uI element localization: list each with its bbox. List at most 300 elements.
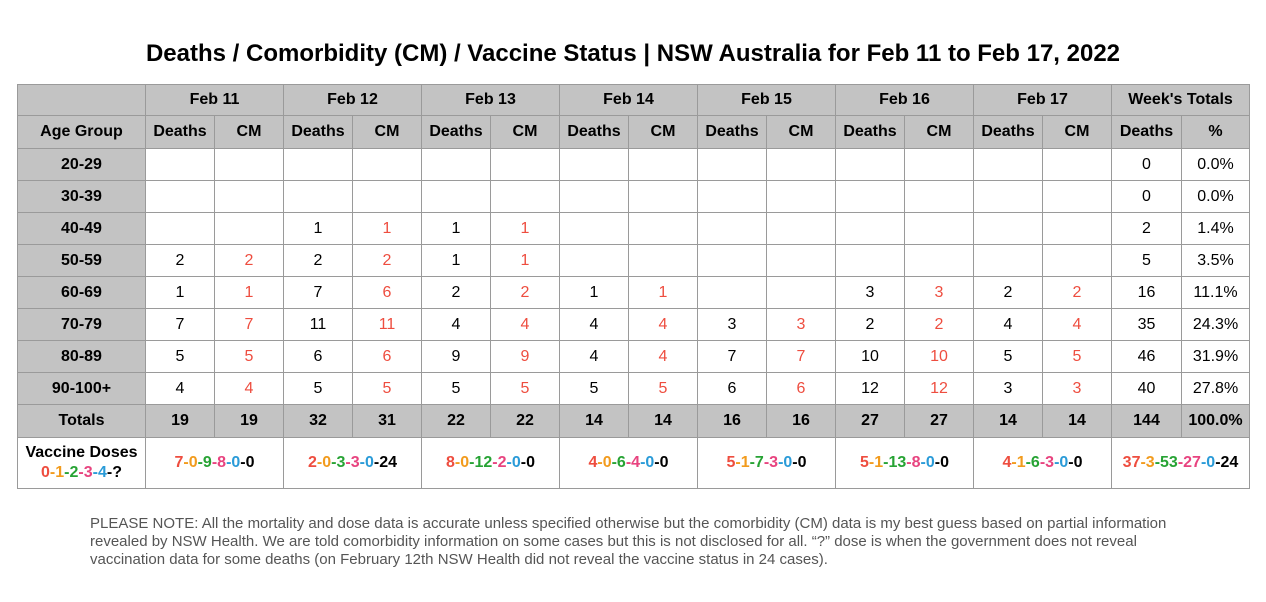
totals-row <box>18 405 1250 438</box>
total-cm-cell: 22 <box>491 405 560 438</box>
dose-count: 0 <box>511 454 521 471</box>
dose-separator: - <box>520 454 527 471</box>
week-pct-cell: 0.0% <box>1182 149 1250 181</box>
table-row <box>18 277 1250 309</box>
table-body <box>18 85 1250 489</box>
dose-count: 0 <box>602 454 612 471</box>
dose-count: 3 <box>1145 454 1155 471</box>
age-group-cell: 50-59 <box>18 245 146 277</box>
deaths-cell: 2 <box>422 277 491 309</box>
dose-count: 0 <box>188 454 198 471</box>
cm-cell: 5 <box>1043 341 1112 373</box>
cm-cell <box>491 181 560 213</box>
week-pct-cell: 3.5% <box>1182 245 1250 277</box>
dose-separator: - <box>64 464 70 481</box>
cm-cell: 9 <box>491 341 560 373</box>
deaths-cell: 1 <box>146 277 215 309</box>
cm-cell: 2 <box>1043 277 1112 309</box>
table-row <box>18 373 1250 405</box>
deaths-cell <box>146 213 215 245</box>
dose-count: 6 <box>616 454 626 471</box>
deaths-header: Deaths <box>284 116 353 149</box>
dose-separator: - <box>1039 454 1046 471</box>
deaths-table <box>17 84 1250 489</box>
total-deaths-cell: 27 <box>836 405 905 438</box>
dose-separator: - <box>240 454 246 471</box>
dose-separator: - <box>763 454 770 471</box>
deaths-cell: 1 <box>422 245 491 277</box>
deaths-cell <box>422 181 491 213</box>
dose-separator: - <box>197 454 203 471</box>
total-cm-cell: 16 <box>767 405 836 438</box>
deaths-cell: 7 <box>284 277 353 309</box>
week-total-deaths-cell: 144 <box>1112 405 1182 438</box>
dose-count: 4 <box>97 464 107 481</box>
dose-separator: - <box>49 464 56 481</box>
pct-header: % <box>1182 116 1250 149</box>
dose-separator: - <box>1154 454 1161 471</box>
week-deaths-cell: 2 <box>1112 213 1182 245</box>
dose-count: 1 <box>1016 454 1026 471</box>
dose-separator: - <box>1200 454 1207 471</box>
dose-legend <box>18 463 145 483</box>
table-row <box>18 341 1250 373</box>
age-group-header: Age Group <box>18 116 146 149</box>
cm-cell: 3 <box>767 309 836 341</box>
table-row <box>18 213 1250 245</box>
dose-count: 1 <box>874 454 884 471</box>
cm-cell <box>215 213 284 245</box>
dose-count: 24 <box>379 454 397 471</box>
cm-cell <box>767 245 836 277</box>
deaths-cell: 10 <box>836 341 905 373</box>
deaths-cell: 4 <box>974 309 1043 341</box>
deaths-cell: 5 <box>560 373 629 405</box>
deaths-cell: 5 <box>422 373 491 405</box>
cm-cell <box>353 149 422 181</box>
deaths-cell <box>560 213 629 245</box>
cm-cell <box>905 213 974 245</box>
dose-separator: - <box>373 454 380 471</box>
dose-separator: - <box>359 454 365 471</box>
table-row <box>18 245 1250 277</box>
deaths-header: Deaths <box>146 116 215 149</box>
total-deaths-cell: 22 <box>422 405 491 438</box>
cm-cell <box>905 181 974 213</box>
cm-cell <box>1043 149 1112 181</box>
dose-count: 2 <box>69 464 79 481</box>
dose-count: 12 <box>474 454 493 471</box>
cm-cell <box>629 213 698 245</box>
total-deaths-cell: 19 <box>146 405 215 438</box>
cm-cell <box>215 181 284 213</box>
week-deaths-cell: 0 <box>1112 149 1182 181</box>
deaths-cell <box>836 149 905 181</box>
deaths-cell <box>284 149 353 181</box>
dose-separator: - <box>597 454 603 471</box>
dose-separator: - <box>920 454 926 471</box>
dose-count: ? <box>112 464 122 481</box>
deaths-cell <box>974 181 1043 213</box>
cm-cell: 3 <box>1043 373 1112 405</box>
dose-separator: - <box>792 454 798 471</box>
week-deaths-cell: 40 <box>1112 373 1182 405</box>
dose-count: 0 <box>322 454 332 471</box>
dose-separator: - <box>331 454 337 471</box>
dose-count: 0 <box>645 454 655 471</box>
dose-count: 2 <box>308 454 317 471</box>
dose-separator: - <box>868 454 875 471</box>
cm-cell: 6 <box>353 277 422 309</box>
dose-separator: - <box>749 454 755 471</box>
cm-cell: 6 <box>767 373 836 405</box>
vaccine-doses-label <box>18 438 146 489</box>
week-pct-cell: 27.8% <box>1182 373 1250 405</box>
cm-cell: 1 <box>491 213 560 245</box>
deaths-header: Deaths <box>422 116 491 149</box>
dose-count: 5 <box>860 454 869 471</box>
cm-cell: 5 <box>491 373 560 405</box>
cm-cell: 5 <box>215 341 284 373</box>
deaths-cell: 9 <box>422 341 491 373</box>
deaths-cell <box>146 149 215 181</box>
corner-cell <box>18 85 146 116</box>
cm-cell <box>1043 213 1112 245</box>
cm-cell: 5 <box>629 373 698 405</box>
cm-cell: 7 <box>767 341 836 373</box>
dose-count: 0 <box>940 454 949 471</box>
dose-sequence-cell <box>146 438 284 489</box>
deaths-cell: 3 <box>836 277 905 309</box>
dose-separator: - <box>492 454 498 471</box>
dose-count: 3 <box>350 454 360 471</box>
dose-separator: - <box>78 464 84 481</box>
age-group-cell: 60-69 <box>18 277 146 309</box>
total-cm-cell: 31 <box>353 405 422 438</box>
totals-label: Totals <box>18 405 146 438</box>
deaths-cell: 7 <box>698 341 767 373</box>
dose-separator: - <box>625 454 632 471</box>
deaths-cell <box>698 149 767 181</box>
deaths-cell <box>836 181 905 213</box>
cm-cell <box>767 277 836 309</box>
week-deaths-cell: 35 <box>1112 309 1182 341</box>
deaths-cell <box>560 181 629 213</box>
deaths-cell: 6 <box>284 341 353 373</box>
dose-separator: - <box>1011 454 1017 471</box>
dose-sequence-cell <box>560 438 698 489</box>
cm-cell <box>1043 245 1112 277</box>
total-cm-cell: 14 <box>629 405 698 438</box>
cm-cell <box>629 149 698 181</box>
deaths-cell: 4 <box>560 341 629 373</box>
cm-cell: 2 <box>905 309 974 341</box>
week-pct-cell: 1.4% <box>1182 213 1250 245</box>
deaths-cell: 12 <box>836 373 905 405</box>
dose-separator: - <box>1177 454 1184 471</box>
age-group-cell: 80-89 <box>18 341 146 373</box>
cm-cell <box>215 149 284 181</box>
deaths-cell <box>698 213 767 245</box>
deaths-cell <box>146 181 215 213</box>
age-group-cell: 20-29 <box>18 149 146 181</box>
dose-count: 0 <box>1059 454 1069 471</box>
dose-count: 7 <box>754 454 764 471</box>
deaths-header: Deaths <box>560 116 629 149</box>
deaths-cell: 3 <box>698 309 767 341</box>
week-pct-cell: 24.3% <box>1182 309 1250 341</box>
deaths-cell: 3 <box>974 373 1043 405</box>
dose-count: 3 <box>83 464 93 481</box>
total-cm-cell: 27 <box>905 405 974 438</box>
age-group-cell: 70-79 <box>18 309 146 341</box>
week-dose-sequence-cell <box>1112 438 1250 489</box>
deaths-cell <box>974 245 1043 277</box>
deaths-cell <box>836 245 905 277</box>
dose-count: 3 <box>1045 454 1055 471</box>
dose-count: 27 <box>1183 454 1201 471</box>
deaths-cell <box>698 181 767 213</box>
dose-count: 24 <box>1220 454 1239 471</box>
dose-sequence-cell <box>836 438 974 489</box>
cm-header: CM <box>629 116 698 149</box>
deaths-cell <box>422 149 491 181</box>
header-row-sub <box>18 116 1250 149</box>
dose-count: 3 <box>769 454 779 471</box>
dose-count: 2 <box>497 454 507 471</box>
dose-count: 53 <box>1160 454 1178 471</box>
cm-cell: 1 <box>491 245 560 277</box>
cm-cell <box>629 245 698 277</box>
age-group-cell: 40-49 <box>18 213 146 245</box>
dose-sequence-cell <box>422 438 560 489</box>
chart-title: Deaths / Comorbidity (CM) / Vaccine Status | NSW Australia for Feb 11 to Feb 17, 2022 <box>145 40 1121 67</box>
cm-cell: 5 <box>353 373 422 405</box>
deaths-cell: 1 <box>560 277 629 309</box>
dose-separator: - <box>1025 454 1031 471</box>
dose-sequence-cell <box>698 438 836 489</box>
dose-count: 37 <box>1122 454 1141 471</box>
total-cm-cell: 14 <box>1043 405 1112 438</box>
week-total-pct-cell: 100.0% <box>1182 405 1250 438</box>
dose-count: 0 <box>245 454 255 471</box>
dose-separator: - <box>1140 454 1146 471</box>
total-deaths-cell: 32 <box>284 405 353 438</box>
deaths-cell: 4 <box>146 373 215 405</box>
dose-count: 4 <box>1002 454 1012 471</box>
deaths-cell: 5 <box>146 341 215 373</box>
dose-separator: - <box>345 454 351 471</box>
dose-count: 8 <box>446 454 455 471</box>
week-pct-cell: 31.9% <box>1182 341 1250 373</box>
deaths-cell: 2 <box>836 309 905 341</box>
deaths-cell: 1 <box>422 213 491 245</box>
dose-separator: - <box>92 464 98 481</box>
day-header: Feb 13 <box>422 85 560 116</box>
dose-count: 5 <box>726 454 736 471</box>
dose-separator: - <box>211 454 218 471</box>
dose-count: 6 <box>1030 454 1040 471</box>
dose-count: 0 <box>364 454 374 471</box>
cm-header: CM <box>353 116 422 149</box>
dose-count: 1 <box>740 454 750 471</box>
day-header: Feb 15 <box>698 85 836 116</box>
table-row <box>18 181 1250 213</box>
header-row-days <box>18 85 1250 116</box>
week-totals-header: Week's Totals <box>1112 85 1250 116</box>
cm-cell: 4 <box>1043 309 1112 341</box>
dose-count: 13 <box>888 454 907 471</box>
dose-separator: - <box>906 454 912 471</box>
total-cm-cell: 19 <box>215 405 284 438</box>
dose-separator: - <box>183 454 189 471</box>
cm-cell <box>629 181 698 213</box>
dose-count: 4 <box>588 454 598 471</box>
deaths-header: Deaths <box>974 116 1043 149</box>
day-header: Feb 11 <box>146 85 284 116</box>
cm-header: CM <box>215 116 284 149</box>
dose-separator: - <box>454 454 461 471</box>
total-deaths-cell: 16 <box>698 405 767 438</box>
deaths-cell: 2 <box>974 277 1043 309</box>
cm-cell: 7 <box>215 309 284 341</box>
deaths-cell <box>284 181 353 213</box>
day-header: Feb 16 <box>836 85 974 116</box>
dose-count: 8 <box>217 454 227 471</box>
cm-cell: 10 <box>905 341 974 373</box>
deaths-cell: 11 <box>284 309 353 341</box>
dose-sequence-cell <box>974 438 1112 489</box>
age-group-cell: 30-39 <box>18 181 146 213</box>
cm-cell: 2 <box>491 277 560 309</box>
vaccine-doses-row <box>18 438 1250 489</box>
dose-count: 0 <box>41 464 50 481</box>
cm-header: CM <box>767 116 836 149</box>
deaths-cell <box>974 213 1043 245</box>
cm-cell <box>767 213 836 245</box>
dose-separator: - <box>226 454 232 471</box>
deaths-cell: 2 <box>146 245 215 277</box>
week-pct-cell: 0.0% <box>1182 181 1250 213</box>
table-row <box>18 309 1250 341</box>
cm-cell: 3 <box>905 277 974 309</box>
dose-separator: - <box>883 454 889 471</box>
week-deaths-cell: 0 <box>1112 181 1182 213</box>
day-header: Feb 17 <box>974 85 1112 116</box>
dose-count: 3 <box>336 454 346 471</box>
cm-cell: 1 <box>353 213 422 245</box>
day-header: Feb 12 <box>284 85 422 116</box>
deaths-cell: 6 <box>698 373 767 405</box>
table-row <box>18 149 1250 181</box>
dose-count: 4 <box>631 454 641 471</box>
dose-separator: - <box>106 464 113 481</box>
dose-separator: - <box>316 454 323 471</box>
cm-header: CM <box>491 116 560 149</box>
dose-separator: - <box>735 454 741 471</box>
dose-separator: - <box>778 454 784 471</box>
dose-separator: - <box>506 454 512 471</box>
cm-cell: 4 <box>491 309 560 341</box>
cm-cell <box>767 181 836 213</box>
dose-count: 0 <box>659 454 669 471</box>
cm-header: CM <box>905 116 974 149</box>
footnote: PLEASE NOTE: All the mortality and dose data is accurate unless specified otherwise but the comorbidity (CM) data is my best guess based on partial information revealed by NSW Health. We are told comorbidity information on some cases but this is not disclosed for all. “?” dose is when the government does not reveal vaccination data for some deaths (on February 12th NSW Health did not reveal the vaccine status in 24 cases). <box>90 515 1167 568</box>
cm-cell <box>1043 181 1112 213</box>
dose-count: 1 <box>55 464 65 481</box>
dose-separator: - <box>934 454 941 471</box>
dose-separator: - <box>640 454 646 471</box>
deaths-cell: 5 <box>284 373 353 405</box>
cm-cell: 1 <box>629 277 698 309</box>
deaths-cell <box>974 149 1043 181</box>
deaths-cell: 5 <box>974 341 1043 373</box>
deaths-cell: 4 <box>560 309 629 341</box>
cm-cell: 2 <box>353 245 422 277</box>
dose-count: 9 <box>202 454 212 471</box>
deaths-cell <box>698 245 767 277</box>
dose-count: 0 <box>797 454 807 471</box>
week-deaths-cell: 5 <box>1112 245 1182 277</box>
day-header: Feb 14 <box>560 85 698 116</box>
week-deaths-cell: 16 <box>1112 277 1182 309</box>
dose-count: 8 <box>911 454 921 471</box>
deaths-cell: 1 <box>284 213 353 245</box>
deaths-header: Deaths <box>1112 116 1182 149</box>
dose-count: 7 <box>174 454 184 471</box>
cm-cell: 4 <box>215 373 284 405</box>
cm-cell <box>767 149 836 181</box>
cm-cell: 11 <box>353 309 422 341</box>
cm-header: CM <box>1043 116 1112 149</box>
deaths-cell: 2 <box>284 245 353 277</box>
cm-cell: 2 <box>215 245 284 277</box>
cm-cell <box>905 149 974 181</box>
dose-count: 0 <box>1206 454 1216 471</box>
dose-separator: - <box>1054 454 1060 471</box>
cm-cell <box>905 245 974 277</box>
deaths-cell <box>560 149 629 181</box>
dose-separator: - <box>611 454 617 471</box>
vaccine-doses-title: Vaccine Doses <box>25 444 138 461</box>
dose-count: 0 <box>526 454 535 471</box>
dose-separator: - <box>469 454 475 471</box>
deaths-header: Deaths <box>836 116 905 149</box>
week-deaths-cell: 46 <box>1112 341 1182 373</box>
dose-count: 0 <box>925 454 935 471</box>
deaths-cell <box>698 277 767 309</box>
total-deaths-cell: 14 <box>974 405 1043 438</box>
cm-cell: 1 <box>215 277 284 309</box>
deaths-cell <box>560 245 629 277</box>
dose-separator: - <box>1068 454 1074 471</box>
total-deaths-cell: 14 <box>560 405 629 438</box>
dose-count: 0 <box>231 454 241 471</box>
cm-cell <box>353 181 422 213</box>
week-pct-cell: 11.1% <box>1182 277 1250 309</box>
dose-count: 0 <box>783 454 793 471</box>
dose-count: 0 <box>460 454 470 471</box>
dose-count: 0 <box>1073 454 1083 471</box>
cm-cell: 6 <box>353 341 422 373</box>
deaths-cell: 7 <box>146 309 215 341</box>
deaths-cell: 4 <box>422 309 491 341</box>
deaths-header: Deaths <box>698 116 767 149</box>
dose-separator: - <box>1215 454 1221 471</box>
cm-cell: 4 <box>629 309 698 341</box>
age-group-cell: 90-100+ <box>18 373 146 405</box>
dose-sequence-cell <box>284 438 422 489</box>
